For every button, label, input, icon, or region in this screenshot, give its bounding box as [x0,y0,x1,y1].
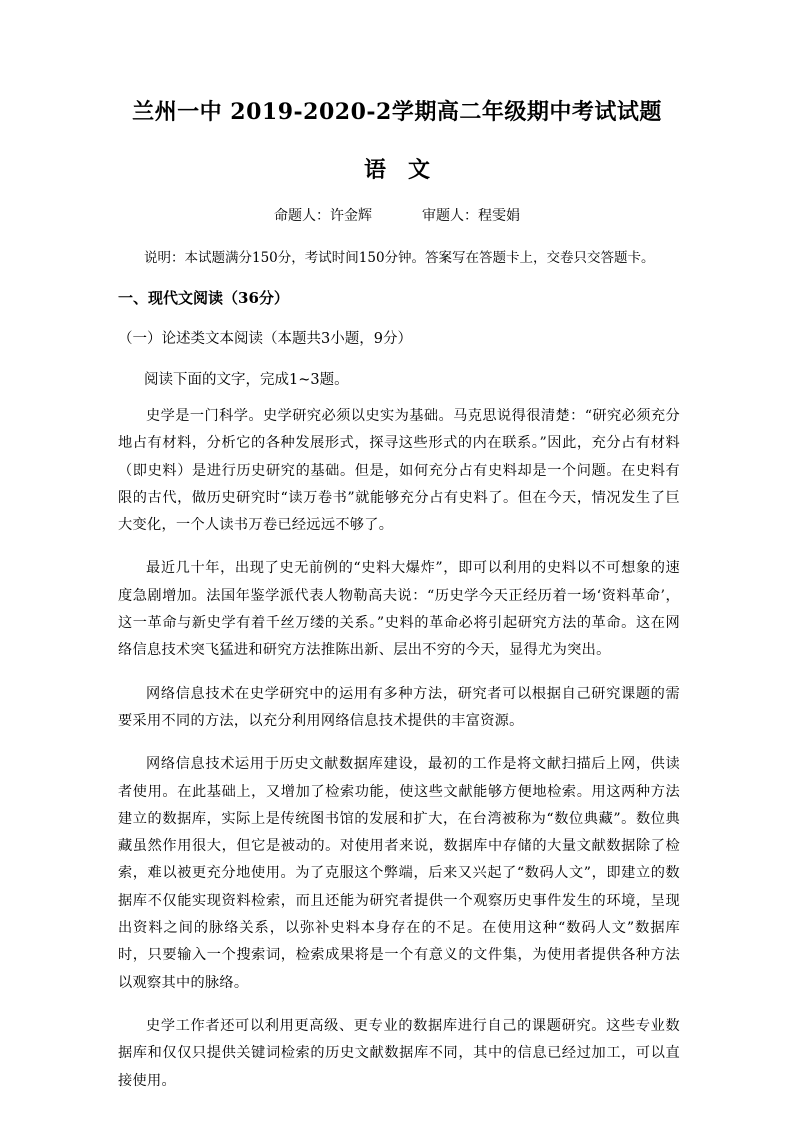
faint-watermark [702,766,742,788]
authors-line [0,205,794,225]
exam-title: 兰州一中 2019-2020-2学期高二年级期中考试试题 [132,99,662,125]
section-heading: 一、现代文阅读（36分） [118,289,289,307]
passage-paragraph-2: 最近几十年，出现了史无前例的“史料大爆炸”，即可以利用的史料以不可想象的速度急剧增加。法国年鉴学派代表人物勒高夫说：“历史学今天正经历着一场‘资料革命’，这一革命与新史学有着千丝万缕的关系。”史料的革命必将引起研究方法的革命。这在网络信息技术突飞猛进和研究方法推陈出新、层出不穷的今天，显得尤为突出。 [118,560,680,659]
subject-title: 语 文 [363,157,430,183]
passage-paragraph-1: 史学是一门科学。史学研究必须以史实为基础。马克思说得很清楚：“研究必须充分地占有材料，分析它的各种发展形式，探寻这些形式的内在联系。”因此，充分占有材料（即史料）是进行历史研究的基础。但是，如何充分占有史料却是一个问题。在史料有限的古代，做历史研究时“读万卷书”就能够充分占有史料了。但在今天，情况发生了巨大变化，一个人读书万卷已经远远不够了。 [118,408,680,534]
passage-paragraph-5: 史学工作者还可以利用更高级、更专业的数据库进行自己的课题研究。这些专业数据库和仅仅只提供关键词检索的历史文献数据库不同，其中的信息已经过加工，可以直接使用。 [118,1017,680,1089]
passage-paragraph-3: 网络信息技术在史学研究中的运用有多种方法，研究者可以根据自己研究课题的需要采用不同的方法，以充分利用网络信息技术提供的丰富资源。 [118,685,680,729]
exam-instructions: 说明：本试题满分150分，考试时间150分钟。答案写在答题卡上，交卷只交答题卡。 [144,250,655,266]
author-name: 命题人：许金辉 [274,208,372,224]
reading-passage [118,403,680,1111]
reading-instruction: 阅读下面的文字，完成1~3题。 [144,372,349,388]
passage-paragraph-4: 网络信息技术运用于历史文献数据库建设，最初的工作是将文献扫描后上网，供读者使用。在此基础上，又增加了检索功能，使这些文献能够方便地检索。用这两种方法建立的数据库，实际上是传统图书馆的发展和扩大，在台湾被称为“数位典藏”。数位典藏虽然作用很大，但它是被动的。对使用者来说，数据库中存储的大量文献数据除了检索，难以被更充分地使用。为了克服这个弊端，后来又兴起了“数码人文”，即建立的数据库不仅能实现资料检索，而且还能为研究者提供一个观察历史事件发生的环境，呈现出资料之间的脉络关系，以弥补史料本身存在的不足。在使用这种“数码人文”数据库时，只要输入一个搜索词，检索成果将是一个有意义的文件集，为使用者提供各种方法以观察其中的脉络。 [118,756,680,991]
subsection-heading: （一）论述类文本阅读（本题共3小题，9分） [118,331,412,347]
reviewer-name: 审题人：程雯娟 [422,208,520,224]
